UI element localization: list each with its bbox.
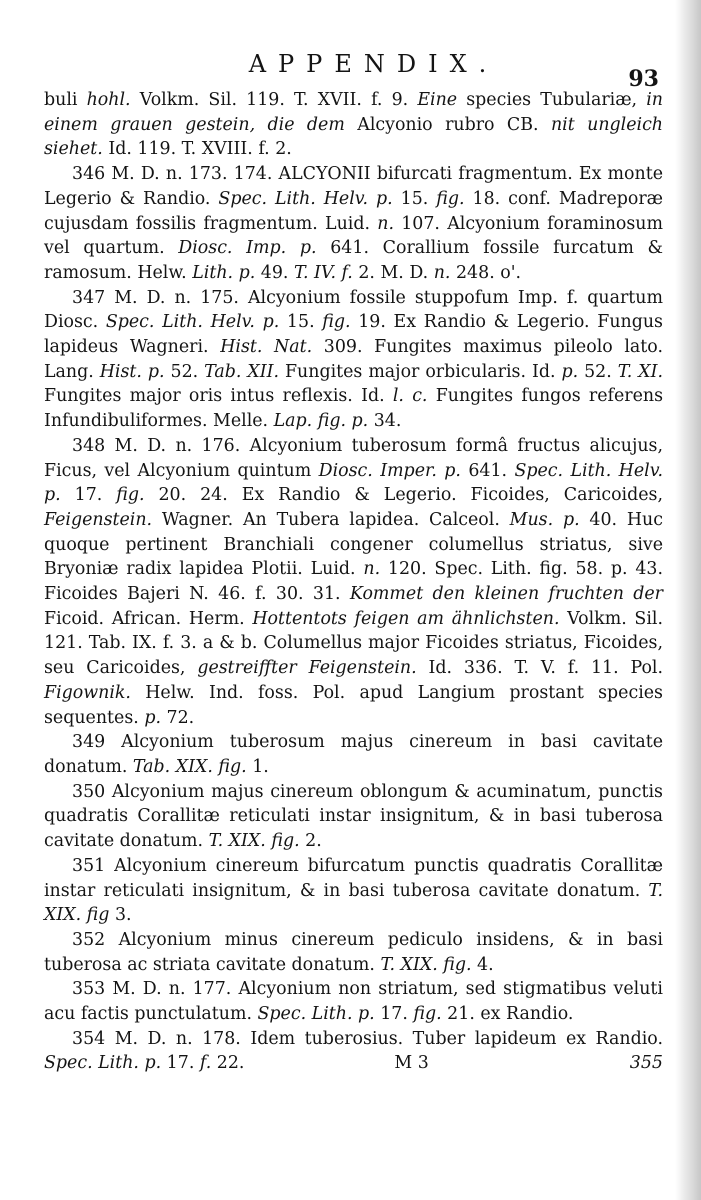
text-segment: 309. Fungites maximus pileolo lato. Lang.: [44, 337, 663, 382]
text-segment: Fungites major orbicularis. Id.: [279, 361, 562, 382]
italic-segment: Spec. Lith. Helv. p.: [105, 312, 280, 333]
text-segment: Alcyonio rubro CB.: [344, 114, 551, 135]
italic-segment: Tab. XII.: [204, 361, 280, 382]
italic-segment: hohl.: [86, 90, 131, 110]
text-segment: Wagner. An Tubera lapidea. Calceol.: [152, 509, 510, 530]
italic-segment: in einem grauen gestein, die dem: [44, 90, 663, 135]
entry-346: [44, 162, 663, 286]
text-segment: Fungites major oris intus reflexis. Id.: [44, 386, 393, 407]
italic-segment: fig.: [322, 312, 351, 333]
text-segment: 49.: [255, 262, 294, 283]
text-segment: 2.: [299, 831, 322, 852]
entry-348: [44, 434, 663, 730]
italic-segment: fig.: [436, 188, 465, 209]
text-segment: Ficoid. African. Herm.: [44, 608, 253, 629]
text-segment: 19. Ex Randio & Legerio. Fungus lapideus Wagneri.: [44, 312, 663, 358]
text-segment: 351 Alcyonium cinereum bifurcatum punctis quadratis Corallitæ instar reticulati insignitum, & in basi tuberosa cavitate donatum.: [44, 855, 663, 901]
text-segment: 3.: [109, 905, 132, 926]
italic-segment: Lith. p.: [192, 262, 256, 283]
italic-segment: T. XIX. fig.: [380, 954, 472, 975]
italic-segment: Spec. Lith. p.: [257, 1004, 375, 1025]
text-segment: Volkm. Sil. 121. Tab. IX. f. 3. a & b. Columellus major Ficoides striatus, Ficoides, seu Caricoides,: [44, 608, 663, 679]
entry-cont: [44, 88, 663, 162]
text-segment: 354 M. D. n. 178. Idem tuberosius. Tuber lapideum ex Randio.: [72, 1028, 663, 1049]
entry-347: [44, 286, 663, 434]
text-segment: 1.: [246, 756, 269, 777]
text-segment: 349 Alcyonium tuberosum majus cinereum in basi cavitate donatum.: [44, 732, 663, 777]
signature-mark: M 3: [394, 1053, 429, 1074]
text-segment: 353 M. D. n. 177. Alcyonium non striatum, sed stigmatibus veluti acu factis punctulatum.: [44, 979, 663, 1025]
italic-segment: Diosc. Imp. p.: [178, 238, 317, 259]
italic-segment: Spec. Lith. Helv. p.: [218, 188, 393, 209]
italic-segment: T. XIX. fig: [44, 880, 663, 926]
entry-352: [44, 928, 663, 977]
italic-segment: T. XIX. fig.: [208, 831, 300, 852]
text-segment: 72.: [160, 707, 195, 728]
entry-349: [44, 730, 663, 779]
text-segment: 40. Huc quoque pertinent Branchiali congener columellus striatus, sive Bryoniæ radix lapidea Plotii. Luid.: [44, 509, 663, 580]
text-segment: Id. 336. T. V. f. 11. Pol.: [416, 658, 664, 679]
italic-segment: n.: [433, 262, 451, 283]
text-segment: 348 M. D. n. 176. Alcyonium tuberosum formâ fructus alicujus, Ficus, vel Alcyonium quintum: [44, 435, 663, 481]
text-segment: 120. Spec. Lith. fig. 58. p. 43. Ficoides Bajeri N. 46. f. 30. 31.: [44, 559, 663, 605]
text-segment: 350 Alcyonium majus cinereum oblongum & acuminatum, punctis quadratis Corallitæ reticulati instar insignitum, & in basi tuberosa cavitate donatum.: [44, 781, 663, 852]
italic-segment: Kommet den kleinen fruchten der: [349, 584, 663, 605]
text-segment: 52.: [164, 361, 205, 382]
italic-segment: Hist. Nat.: [220, 337, 313, 358]
italic-segment: Feigenstein.: [44, 509, 153, 530]
italic-segment: gestreiffter Feigenstein.: [197, 658, 417, 679]
entry-351: [44, 854, 663, 928]
text-segment: 17.: [60, 485, 117, 506]
italic-segment: Mus. p.: [509, 509, 580, 530]
italic-segment: Hottentots feigen am ähnlichsten.: [252, 608, 560, 629]
italic-segment: Diosc. Imper. p.: [318, 460, 461, 481]
page-number: 93: [628, 66, 659, 92]
text-segment: 15.: [392, 188, 437, 209]
italic-segment: l. c.: [392, 386, 428, 407]
text-segment: species Tubulariæ,: [457, 90, 647, 110]
italic-segment: fig.: [413, 1004, 442, 1025]
text-segment: 4.: [471, 954, 494, 975]
page-body: [44, 88, 663, 1076]
text-segment: 641.: [460, 460, 515, 481]
italic-segment: Hist. p.: [99, 361, 165, 382]
text-segment: Id. 119. T. XVIII. f. 2.: [102, 139, 292, 160]
italic-segment: nit ungleich siehet.: [44, 114, 664, 160]
text-segment: 347 M. D. n. 175. Alcyonium fossile stuppofum Imp. f. quartum Diosc.: [44, 287, 663, 333]
italic-segment: p.: [561, 361, 579, 382]
italic-segment: n.: [363, 559, 381, 580]
page-header: [44, 0, 663, 92]
text-segment: 17.: [161, 1053, 200, 1074]
text-segment: 22.: [211, 1053, 245, 1074]
italic-segment: Spec. Lith. p.: [44, 1053, 162, 1074]
catchword: 355: [629, 1053, 663, 1074]
italic-segment: f.: [199, 1053, 212, 1074]
text-segment: 20. 24. Ex Randio & Legerio. Ficoides, Caricoides,: [144, 485, 663, 506]
italic-segment: p.: [144, 707, 161, 728]
running-title: APPENDIX.: [248, 50, 499, 78]
text-segment: 18. conf. Madreporæ cujusdam fossilis fragmentum. Luid.: [44, 188, 664, 234]
text-segment: 21. ex Randio.: [441, 1004, 574, 1025]
italic-segment: T. IV. f.: [293, 262, 353, 283]
italic-segment: Tab. XIX. fig.: [132, 756, 247, 777]
entry-354: [44, 1027, 663, 1076]
text-segment: 346 M. D. n. 173. 174. ALCYONII bifurcati fragmentum. Ex monte Legerio & Randio.: [44, 164, 663, 209]
text-segment: 17.: [374, 1004, 414, 1025]
italic-segment: T. XI.: [617, 361, 664, 382]
italic-segment: n.: [377, 213, 394, 234]
text-segment: Fungites fungos referens Infundibuliformes. Melle.: [44, 386, 663, 432]
text-segment: 248. o'.: [450, 262, 522, 283]
text-segment: Helw. Ind. foss. Pol. apud Langium prostant species sequentes.: [44, 682, 663, 728]
italic-segment: Eine: [417, 90, 458, 110]
text-segment: 352 Alcyonium minus cinereum pediculo insidens, & in basi tuberosa ac striata cavitate donatum.: [44, 929, 663, 975]
text-segment: 107. Alcyonium foraminosum vel quartum.: [44, 213, 664, 259]
page-gutter-shadow: [675, 0, 701, 1200]
text-segment: buli: [44, 90, 87, 110]
text-segment: Volkm. Sil. 119. T. XVII. f. 9.: [130, 90, 418, 110]
entry-353: [44, 977, 663, 1026]
text-segment: 52.: [578, 361, 618, 382]
text-segment: 2. M. D.: [352, 262, 434, 283]
italic-segment: Lap. fig. p.: [273, 411, 369, 432]
entry-350: [44, 780, 663, 854]
text-segment: 34.: [368, 411, 402, 432]
text-segment: 641. Corallium fossile furcatum & ramosum. Helw.: [44, 238, 663, 283]
italic-segment: Figownik.: [44, 682, 131, 703]
italic-segment: Spec. Lith. Helv. p.: [44, 460, 663, 506]
text-segment: 15.: [279, 312, 323, 333]
italic-segment: fig.: [116, 485, 145, 506]
